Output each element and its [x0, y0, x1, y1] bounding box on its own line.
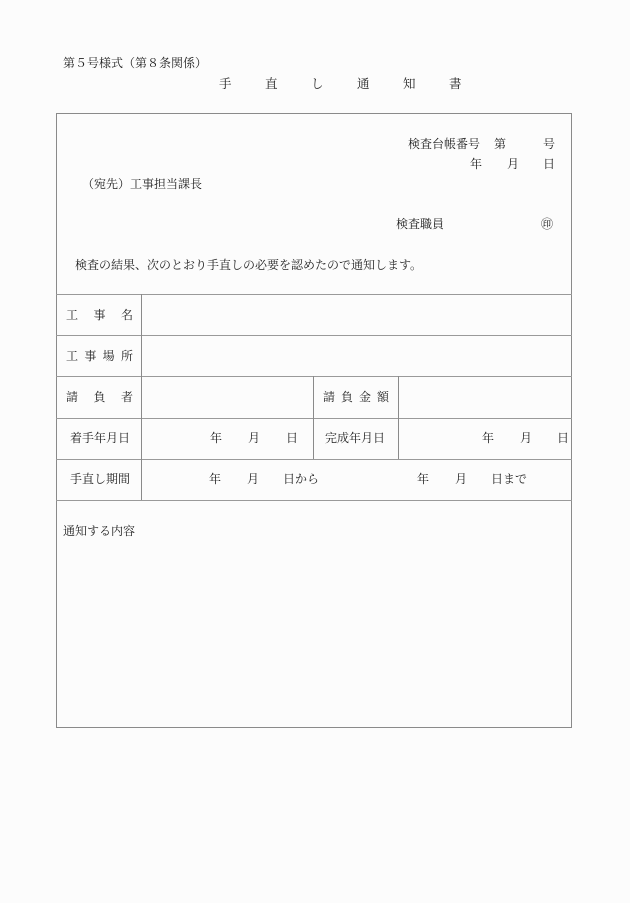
- period-to-month-unit: 月: [455, 472, 468, 486]
- correction-period-label: 手直し期間: [70, 472, 131, 486]
- title-char: 知: [403, 76, 416, 91]
- document-title: [219, 77, 495, 91]
- start-year-unit: 年: [210, 431, 223, 445]
- row-divider: [56, 418, 572, 419]
- title-char: 直: [265, 76, 278, 91]
- row-divider: [56, 459, 572, 460]
- period-from-year-unit: 年: [209, 472, 222, 486]
- start-year-field[interactable]: [160, 428, 206, 448]
- addressee: （宛先）工事担当課長: [82, 177, 203, 191]
- ledger-go: 号: [543, 137, 556, 151]
- contractor-label: [66, 390, 133, 404]
- label-char: 所: [120, 349, 133, 363]
- inspector-label: 検査職員: [396, 217, 445, 231]
- label-char: 事: [93, 308, 106, 322]
- mid-column-divider: [398, 376, 399, 459]
- notice-body-text: 検査の結果、次のとおり手直しの必要を認めたので通知します。: [75, 258, 423, 272]
- period-from-month-field[interactable]: [224, 469, 244, 489]
- label-column-divider: [141, 294, 142, 500]
- notice-day-field[interactable]: [522, 156, 542, 172]
- completion-month-unit: 月: [520, 431, 533, 445]
- row-divider: [56, 500, 572, 501]
- label-char: 事: [84, 349, 97, 363]
- period-from-day-unit: 日から: [283, 472, 320, 486]
- label-char: 請: [323, 390, 336, 404]
- completion-day-unit: 日: [557, 431, 570, 445]
- label-char: 請: [66, 390, 79, 404]
- row-divider: [56, 335, 572, 336]
- contract-amount-label: [323, 390, 389, 404]
- notice-content-field[interactable]: [58, 542, 570, 726]
- label-char: 金: [358, 390, 371, 404]
- notice-day-label: 日: [543, 157, 556, 171]
- period-to-month-field[interactable]: [432, 469, 452, 489]
- period-to-day-field[interactable]: [470, 469, 490, 489]
- title-char: 通: [357, 76, 370, 91]
- label-char: 場: [102, 349, 115, 363]
- period-from-day-field[interactable]: [262, 469, 282, 489]
- label-char: 名: [120, 308, 133, 322]
- notice-year-label: 年: [470, 157, 483, 171]
- period-to-day-unit: 日まで: [491, 472, 528, 486]
- label-char: 負: [340, 390, 353, 404]
- completion-day-field[interactable]: [534, 428, 554, 448]
- completion-year-field[interactable]: [410, 428, 478, 448]
- label-char: 額: [376, 390, 389, 404]
- label-char: 負: [93, 390, 106, 404]
- start-date-label: 着手年月日: [70, 431, 131, 445]
- ledger-number-field[interactable]: [510, 135, 540, 151]
- start-month-field[interactable]: [225, 428, 245, 448]
- notice-month-field[interactable]: [484, 156, 504, 172]
- period-from-month-unit: 月: [247, 472, 260, 486]
- label-char: 工: [66, 308, 79, 322]
- contract-amount-field[interactable]: [400, 378, 571, 417]
- period-to-year-field[interactable]: [366, 469, 412, 489]
- title-char: し: [311, 76, 324, 91]
- row-divider: [56, 376, 572, 377]
- notice-year-field[interactable]: [430, 156, 468, 172]
- completion-year-unit: 年: [482, 431, 495, 445]
- mid-column-divider: [313, 376, 314, 459]
- notice-content-label: 通知する内容: [63, 524, 136, 538]
- period-from-year-field[interactable]: [160, 469, 206, 489]
- label-char: 者: [120, 390, 133, 404]
- project-name-field[interactable]: [143, 296, 571, 334]
- start-day-field[interactable]: [263, 428, 283, 448]
- ledger-dai: 第: [494, 137, 507, 151]
- project-site-field[interactable]: [143, 337, 571, 375]
- project-name-label: [66, 308, 133, 322]
- row-divider: [56, 294, 572, 295]
- ledger-number-label: 検査台帳番号: [408, 137, 481, 151]
- contractor-field[interactable]: [143, 378, 312, 417]
- completion-month-field[interactable]: [497, 428, 517, 448]
- notice-month-label: 月: [507, 157, 520, 171]
- start-month-unit: 月: [248, 431, 261, 445]
- title-char: 書: [449, 76, 462, 91]
- seal-mark: ㊞: [541, 217, 554, 231]
- inspector-name-field[interactable]: [450, 214, 535, 232]
- project-site-label: [66, 349, 133, 363]
- label-char: 工: [66, 349, 79, 363]
- start-day-unit: 日: [286, 431, 299, 445]
- form-number: 第５号様式（第８条関係）: [63, 56, 208, 70]
- completion-date-label: 完成年月日: [325, 431, 386, 445]
- title-char: 手: [219, 76, 232, 91]
- period-to-year-unit: 年: [417, 472, 430, 486]
